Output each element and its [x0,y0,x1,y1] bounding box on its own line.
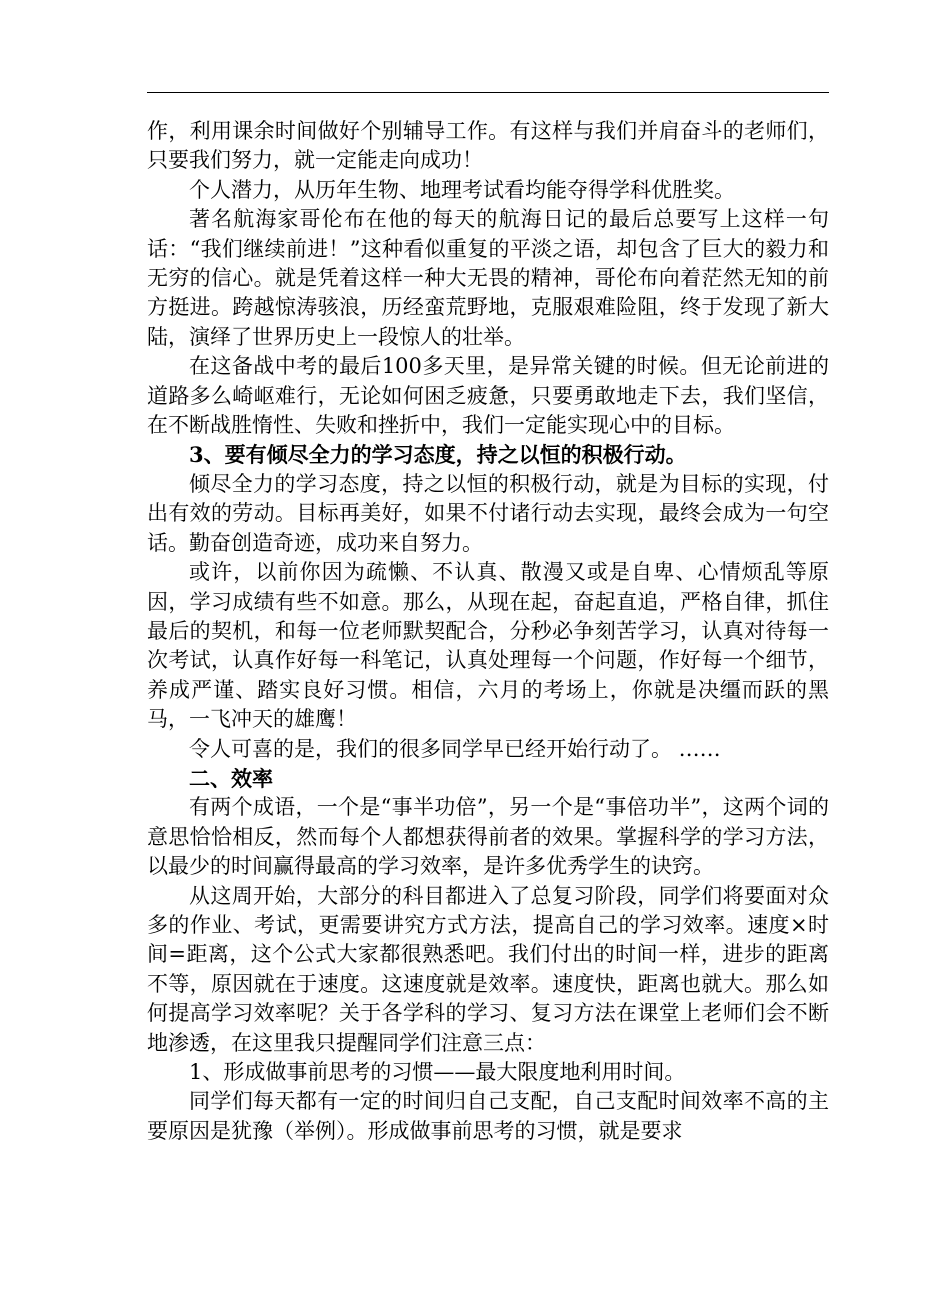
section-heading: 3、要有倾尽全力的学习态度，持之以恒的积极行动。 [189,442,687,468]
paragraph: 著名航海家哥伦布在他的每天的航海日记的最后总要写上这样一句话：“我们继续前进！”这种看似重复的平淡之语，却包含了巨大的毅力和无穷的信心。就是凭着这样一种大无畏的精神，哥伦布向着茫然无知的前方挺进。跨越惊涛骇浪，历经蛮荒野地，克服艰难险阻，终于发现了新大陆，演绎了世界历史上一段惊人的壮举。 [147,207,829,349]
paragraph: 个人潜力，从历年生物、地理考试看均能夺得学科优胜奖。 [189,177,735,202]
paragraph: 令人可喜的是，我们的很多同学早已经开始行动了。 …… [189,736,721,761]
paragraph-continued: 作，利用课余时间做好个别辅导工作。有这样与我们并肩奋斗的老师们，只要我们努力，就一定能走向成功！ [147,119,829,173]
paragraph: 在这备战中考的最后100多天里，是异常关键的时候。但无论前进的道路多么崎岖难行，无论如何困乏疲惫，只要勇敢地走下去，我们坚信，在不断战胜惰性、失败和挫折中，我们一定能实现心中的目标。 [147,354,829,438]
document-body [147,117,829,1146]
paragraph: 从这周开始，大部分的科目都进入了总复习阶段，同学们将要面对众多的作业、考试，更需要讲究方式方法，提高自己的学习效率。速度×时间=距离，这个公式大家都很熟悉吧。我们付出的时间一样，进步的距离不等，原因就在于速度。这速度就是效率。速度快，距离也就大。那么如何提高学习效率呢？关于各学科的学习、复习方法在课堂上老师们会不断地渗透，在这里我只提醒同学们注意三点： [147,883,829,1055]
subheading: 1、形成做事前思考的习惯——最大限度地利用时间。 [189,1060,686,1084]
paragraph: 同学们每天都有一定的时间归自己支配，自己支配时间效率不高的主要原因是犹豫（举例）。形成做事前思考的习惯，就是要求 [147,1089,829,1143]
section-heading: 二、效率 [189,765,273,791]
paragraph: 有两个成语，一个是“事半功倍”，另一个是“事倍功半”，这两个词的意思恰恰相反，然而每个人都想获得前者的效果。掌握科学的学习方法，以最少的时间赢得最高的学习效率，是许多优秀学生的诀窍。 [147,795,829,879]
header-rule [147,92,829,93]
paragraph: 倾尽全力的学习态度，持之以恒的积极行动，就是为目标的实现，付出有效的劳动。目标再美好，如果不付诸行动去实现，最终会成为一句空话。勤奋创造奇迹，成功来自努力。 [147,471,829,555]
paragraph: 或许，以前你因为疏懒、不认真、散漫又或是自卑、心情烦乱等原因，学习成绩有些不如意。那么，从现在起，奋起直追，严格自律，抓住最后的契机，和每一位老师默契配合，分秒必争刻苦学习，认真对待每一次考试，认真作好每一科笔记，认真处理每一个问题，作好每一个细节，养成严谨、踏实良好习惯。相信，六月的考场上，你就是决缰而跃的黑马，一飞冲天的雄鹰！ [147,560,829,732]
